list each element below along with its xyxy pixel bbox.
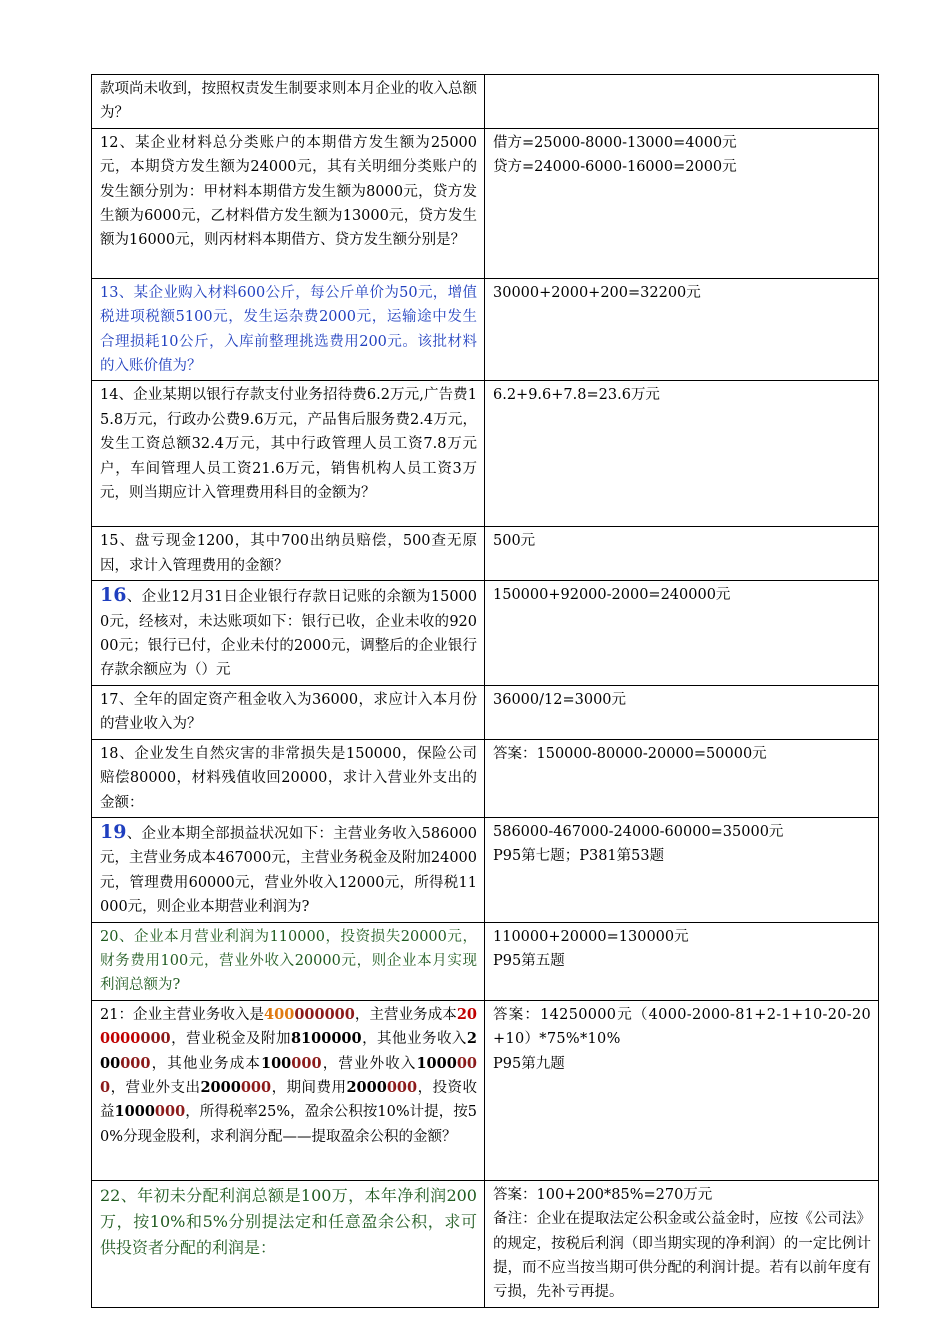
table-row xyxy=(92,278,879,381)
answer-cell xyxy=(485,128,879,278)
highlight-digits: 200 xyxy=(100,1030,478,1072)
table-row xyxy=(92,922,879,1000)
highlight-digits: 200 xyxy=(100,1005,477,1048)
question-cell: 15、盘亏现金1200，其中700出纳员赔偿，500查无原因，求计入管理费用的金额？ xyxy=(92,527,485,581)
highlight-digits: 1000 xyxy=(416,1054,457,1072)
table-row xyxy=(92,381,879,527)
highlight-digits: 2000 xyxy=(346,1078,387,1096)
answer-line: 586000-467000-24000-60000=35000元 xyxy=(493,823,784,840)
table-row xyxy=(92,1180,879,1307)
question-cell: 13、某企业购入材料600公斤，每公斤单价为50元，增值税进项税额5100元，发生运杂费2000元，运输途中发生合理损耗10公斤，入库前整理挑选费用200元。该批材料的入账价值为？ xyxy=(92,278,485,381)
answer-cell: 30000+2000+200=32200元 xyxy=(485,278,879,381)
table-row xyxy=(92,685,879,739)
question-cell: 17、全年的固定资产租金收入为36000，求应计入本月份的营业收入为？ xyxy=(92,685,485,739)
answer-cell xyxy=(485,75,879,129)
question-cell: 20、企业本月营业利润为110000，投资损失20000元，财务费用100元，营业外收入20000元，则企业本月实现利润总额为? xyxy=(92,922,485,1000)
highlight-digits: 00000 xyxy=(311,1030,362,1048)
highlight-digits: 81 xyxy=(290,1030,312,1048)
answer-line: P95第七题；P381第53题 xyxy=(493,848,665,865)
table-row xyxy=(92,817,879,922)
question-cell xyxy=(92,817,485,922)
question-cell xyxy=(92,581,485,686)
answer-cell: 答案：150000-80000-20000=50000元 xyxy=(485,739,879,817)
highlight-digits: 000 xyxy=(291,1054,322,1072)
highlight-digits: 000 xyxy=(386,1078,418,1096)
question-cell xyxy=(92,1000,485,1180)
highlight-digits: 000 xyxy=(140,1030,171,1048)
answer-line: 备注：企业在提取法定公积金或公益金时，应按《公司法》的规定，按税后利润（即当期实现的净利润）的一定比例计提，而不应当按当期可供分配的利润计提。若有以前年度有亏损，先补亏再提。 xyxy=(493,1211,871,1301)
highlight-digits: 400 xyxy=(264,1005,295,1023)
answer-cell xyxy=(485,1000,879,1180)
answer-cell xyxy=(485,817,879,922)
highlight-digits: 000 xyxy=(110,1030,141,1048)
answer-line: 答案：14250000元（4000-2000-81+2-1+10-20-20+10）*75%*10% xyxy=(493,1006,871,1048)
question-text: ，投资收益 xyxy=(100,1079,478,1121)
question-text: 21：企业主营业务收入是 xyxy=(100,1006,265,1023)
question-cell: 22、年初未分配利润总额是100万，本年净利润200万，按10%和5%分别提法定和任意盈余公积，求可供投资者分配的利润是： xyxy=(92,1180,485,1307)
answer-cell xyxy=(485,1180,879,1307)
question-text: ，其他业务成本 xyxy=(150,1055,261,1072)
table-row xyxy=(92,581,879,686)
table-row xyxy=(92,1000,879,1180)
answer-line: 贷方=24000-6000-16000=2000元 xyxy=(493,159,737,176)
question-text: ，所得税率25%，盈余公积按10%计提，按50%分现金股利，求利润分配——提取盈余公积的金额？ xyxy=(100,1104,478,1145)
table-row xyxy=(92,527,879,581)
answer-cell: 36000/12=3000元 xyxy=(485,685,879,739)
question-cell: 18、企业发生自然灾害的非常损失是150000，保险公司赔偿80000，材料残值收回20000，求计入营业外支出的金额： xyxy=(92,739,485,817)
question-answer-table xyxy=(91,74,879,1308)
highlight-digits: 000 xyxy=(120,1054,151,1072)
answer-line: 答案：100+200*85%=270万元 xyxy=(493,1186,713,1203)
table-row xyxy=(92,739,879,817)
question-text: ，营业税金及附加 xyxy=(170,1031,291,1048)
answer-line: 借方=25000-8000-13000=4000元 xyxy=(493,134,737,151)
answer-line: 110000+20000=130000元 xyxy=(493,928,689,945)
table-row xyxy=(92,75,879,129)
highlight-digits: 100 xyxy=(261,1054,292,1072)
question-text: 、企业本期全部损益状况如下：主营业务收入586000元，主营业务成本467000元，主营业务税金及附加24000元，管理费用60000元，营业外收入12000元，所得税11000元，则企业本期营业利润为? xyxy=(100,825,477,916)
question-number: 16 xyxy=(100,584,127,607)
question-number: 19 xyxy=(100,820,127,843)
question-text: ，期间费用 xyxy=(271,1079,347,1096)
question-cell: 12、某企业材料总分类账户的本期借方发生额为25000元，本期贷方发生额为24000元，其有关明细分类账户的发生额分别为：甲材料本期借方发生额为8000元，贷方发生额为6000元，乙材料借方发生额为13000元，贷方发生额为16000元，则丙材料本期借方、贷方发生额分别是？ xyxy=(92,128,485,278)
question-text: ，其他业务收入 xyxy=(361,1031,467,1048)
highlight-digits: 1000 xyxy=(114,1103,155,1121)
question-cell: 款项尚未收到，按照权责发生制要求则本月企业的收入总额为？ xyxy=(92,75,485,129)
question-text: ，主营业务成本 xyxy=(354,1006,457,1023)
highlight-digits: 000 xyxy=(240,1078,272,1096)
highlight-digits: 000 xyxy=(100,1054,478,1096)
highlight-digits: 000000 xyxy=(294,1005,355,1023)
question-text: ，营业外收入 xyxy=(321,1055,417,1072)
highlight-digits: 2000 xyxy=(200,1078,241,1096)
answer-cell: 150000+92000-2000=240000元 xyxy=(485,581,879,686)
table-row xyxy=(92,128,879,278)
answer-cell xyxy=(485,922,879,1000)
question-text: ，营业外支出 xyxy=(110,1079,201,1096)
answer-line: P95第五题 xyxy=(493,952,565,969)
question-cell: 14、企业某期以银行存款支付业务招待费6.2万元,广告费15.8万元，行政办公费9.6万元，产品售后服务费2.4万元，发生工资总额32.4万元，其中行政管理人员工资7.8万元户，车间管理人员工资21.6万元，销售机构人员工资3万元，则当期应计入管理费用科目的金额为？ xyxy=(92,381,485,527)
answer-cell: 6.2+9.6+7.8=23.6万元 xyxy=(485,381,879,527)
question-text: 、企业12月31日企业银行存款日记账的余额为150000元，经核对，未达账项如下：银行已收，企业未收的92000元；银行已付，企业未付的2000元，调整后的企业银行存款余额应为（）元 xyxy=(100,589,477,679)
highlight-digits: 000 xyxy=(154,1103,186,1121)
answer-line: P95第九题 xyxy=(493,1055,565,1072)
answer-cell: 500元 xyxy=(485,527,879,581)
